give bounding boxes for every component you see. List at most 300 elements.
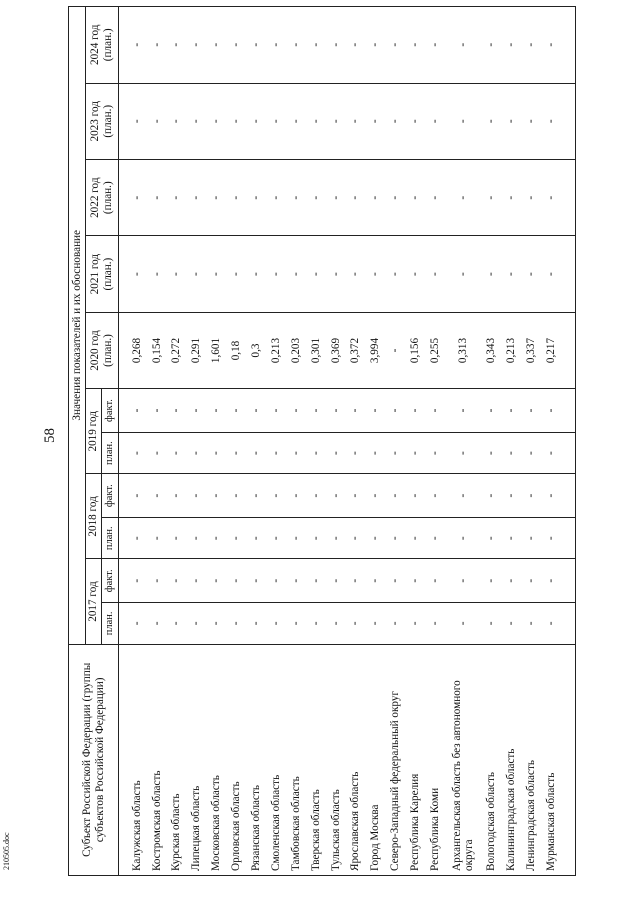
cell-2019-plan: - bbox=[266, 432, 286, 473]
end-cell bbox=[561, 559, 576, 603]
rotated-table-container bbox=[68, 6, 576, 876]
header-year-2018: 2018 год bbox=[86, 474, 102, 559]
row-subject-name: Северо-Западный федеральный округ bbox=[386, 644, 406, 875]
table-row bbox=[521, 7, 541, 876]
row-subject-name: Московская область bbox=[207, 644, 227, 875]
cell-2020-plan: 1,601 bbox=[207, 312, 227, 388]
cell-2019-fact: - bbox=[521, 389, 541, 433]
cell-2018-fact: - bbox=[405, 474, 425, 518]
cell-2023-plan: - bbox=[167, 83, 187, 159]
cell-2018-fact: - bbox=[326, 474, 346, 518]
cell-2018-fact: - bbox=[187, 474, 207, 518]
cell-2019-fact: - bbox=[167, 389, 187, 433]
cell-2023-plan: - bbox=[366, 83, 386, 159]
cell-2019-fact: - bbox=[481, 389, 501, 433]
cell-2018-fact: - bbox=[425, 474, 445, 518]
row-subject-name: Тульская область bbox=[326, 644, 346, 875]
cell-2017-plan: - bbox=[187, 603, 207, 644]
cell-2017-fact: - bbox=[187, 559, 207, 603]
cell-2024-plan: - bbox=[266, 7, 286, 84]
cell-2020-plan: 0,343 bbox=[481, 312, 501, 388]
row-subject-name: Калининградская область bbox=[501, 644, 521, 875]
cell-2024-plan: - bbox=[246, 7, 266, 84]
row-subject-name: Архангельская область без автономного округа bbox=[445, 644, 481, 875]
header-year-2024: 2024 год (план.) bbox=[86, 7, 119, 84]
cell-2022-plan: - bbox=[226, 159, 246, 235]
row-subject-name: Ярославская область bbox=[346, 644, 366, 875]
cell-2020-plan: 0,313 bbox=[445, 312, 481, 388]
end-cell bbox=[561, 83, 576, 159]
spacer-cell bbox=[119, 559, 128, 603]
cell-2019-fact: - bbox=[266, 389, 286, 433]
cell-2020-plan: 0,255 bbox=[425, 312, 445, 388]
cell-2022-plan: - bbox=[306, 159, 326, 235]
cell-2020-plan: 0,18 bbox=[226, 312, 246, 388]
cell-2022-plan: - bbox=[386, 159, 406, 235]
cell-2022-plan: - bbox=[521, 159, 541, 235]
cell-2022-plan: - bbox=[127, 159, 147, 235]
spacer-cell bbox=[119, 389, 128, 433]
header-2019-plan: план. bbox=[102, 432, 119, 473]
cell-2017-plan: - bbox=[501, 603, 521, 644]
cell-2018-fact: - bbox=[541, 474, 561, 518]
table-row bbox=[346, 7, 366, 876]
cell-2019-plan: - bbox=[346, 432, 366, 473]
table-end-row bbox=[561, 7, 576, 876]
indicator-table bbox=[68, 6, 576, 876]
cell-2019-fact: - bbox=[326, 389, 346, 433]
cell-2024-plan: - bbox=[425, 7, 445, 84]
header-year-2022: 2022 год (план.) bbox=[86, 159, 119, 235]
table-row bbox=[127, 7, 147, 876]
row-subject-name: Ленинградская область bbox=[521, 644, 541, 875]
cell-2019-fact: - bbox=[187, 389, 207, 433]
cell-2020-plan: 3,994 bbox=[366, 312, 386, 388]
cell-2018-fact: - bbox=[167, 474, 187, 518]
table-spacer-row bbox=[119, 7, 128, 876]
cell-2021-plan: - bbox=[501, 236, 521, 312]
cell-2021-plan: - bbox=[306, 236, 326, 312]
header-values: Значения показателей и их обоснование bbox=[69, 7, 86, 645]
cell-2021-plan: - bbox=[266, 236, 286, 312]
end-cell bbox=[561, 644, 576, 875]
cell-2017-fact: - bbox=[286, 559, 306, 603]
cell-2018-fact: - bbox=[521, 474, 541, 518]
cell-2018-fact: - bbox=[386, 474, 406, 518]
table-row bbox=[326, 7, 346, 876]
table-row bbox=[386, 7, 406, 876]
cell-2024-plan: - bbox=[481, 7, 501, 84]
cell-2019-plan: - bbox=[521, 432, 541, 473]
cell-2019-fact: - bbox=[541, 389, 561, 433]
cell-2020-plan: 0,3 bbox=[246, 312, 266, 388]
table-row bbox=[306, 7, 326, 876]
cell-2021-plan: - bbox=[207, 236, 227, 312]
header-2017-plan: план. bbox=[102, 603, 119, 644]
cell-2018-plan: - bbox=[226, 517, 246, 558]
cell-2017-plan: - bbox=[246, 603, 266, 644]
cell-2018-plan: - bbox=[346, 517, 366, 558]
table-row bbox=[286, 7, 306, 876]
cell-2020-plan: 0,268 bbox=[127, 312, 147, 388]
cell-2021-plan: - bbox=[167, 236, 187, 312]
cell-2023-plan: - bbox=[445, 83, 481, 159]
cell-2018-plan: - bbox=[501, 517, 521, 558]
table-row bbox=[405, 7, 425, 876]
cell-2024-plan: - bbox=[346, 7, 366, 84]
cell-2024-plan: - bbox=[326, 7, 346, 84]
header-2017-fact: факт. bbox=[102, 559, 119, 603]
end-cell bbox=[561, 312, 576, 388]
cell-2018-plan: - bbox=[405, 517, 425, 558]
cell-2021-plan: - bbox=[405, 236, 425, 312]
header-year-2017: 2017 год bbox=[86, 559, 102, 644]
cell-2021-plan: - bbox=[445, 236, 481, 312]
cell-2019-plan: - bbox=[501, 432, 521, 473]
cell-2019-plan: - bbox=[306, 432, 326, 473]
cell-2018-fact: - bbox=[306, 474, 326, 518]
cell-2023-plan: - bbox=[207, 83, 227, 159]
spacer-cell bbox=[119, 474, 128, 518]
cell-2021-plan: - bbox=[147, 236, 167, 312]
cell-2023-plan: - bbox=[405, 83, 425, 159]
cell-2019-fact: - bbox=[501, 389, 521, 433]
table-row bbox=[481, 7, 501, 876]
cell-2018-plan: - bbox=[425, 517, 445, 558]
cell-2023-plan: - bbox=[521, 83, 541, 159]
cell-2023-plan: - bbox=[481, 83, 501, 159]
cell-2019-plan: - bbox=[127, 432, 147, 473]
cell-2017-plan: - bbox=[207, 603, 227, 644]
cell-2020-plan: 0,154 bbox=[147, 312, 167, 388]
row-subject-name: Тверская область bbox=[306, 644, 326, 875]
cell-2021-plan: - bbox=[481, 236, 501, 312]
cell-2019-plan: - bbox=[187, 432, 207, 473]
footer-filename: 210505.doc bbox=[2, 832, 11, 870]
cell-2022-plan: - bbox=[286, 159, 306, 235]
cell-2020-plan: 0,213 bbox=[501, 312, 521, 388]
table-row bbox=[366, 7, 386, 876]
cell-2018-fact: - bbox=[445, 474, 481, 518]
cell-2019-plan: - bbox=[226, 432, 246, 473]
cell-2017-fact: - bbox=[481, 559, 501, 603]
cell-2017-plan: - bbox=[405, 603, 425, 644]
cell-2018-fact: - bbox=[226, 474, 246, 518]
cell-2017-plan: - bbox=[167, 603, 187, 644]
table-row bbox=[167, 7, 187, 876]
cell-2018-fact: - bbox=[266, 474, 286, 518]
end-cell bbox=[561, 603, 576, 644]
cell-2017-fact: - bbox=[425, 559, 445, 603]
table-row bbox=[187, 7, 207, 876]
cell-2020-plan: 0,369 bbox=[326, 312, 346, 388]
header-2018-plan: план. bbox=[102, 517, 119, 558]
end-cell bbox=[561, 159, 576, 235]
cell-2018-plan: - bbox=[207, 517, 227, 558]
cell-2023-plan: - bbox=[127, 83, 147, 159]
row-subject-name: Орловская область bbox=[226, 644, 246, 875]
cell-2019-plan: - bbox=[286, 432, 306, 473]
cell-2018-plan: - bbox=[306, 517, 326, 558]
cell-2024-plan: - bbox=[541, 7, 561, 84]
cell-2022-plan: - bbox=[481, 159, 501, 235]
cell-2023-plan: - bbox=[147, 83, 167, 159]
cell-2021-plan: - bbox=[541, 236, 561, 312]
header-year-2023: 2023 год (план.) bbox=[86, 83, 119, 159]
cell-2019-plan: - bbox=[481, 432, 501, 473]
cell-2022-plan: - bbox=[147, 159, 167, 235]
cell-2017-plan: - bbox=[386, 603, 406, 644]
cell-2017-plan: - bbox=[286, 603, 306, 644]
cell-2017-fact: - bbox=[445, 559, 481, 603]
cell-2019-plan: - bbox=[207, 432, 227, 473]
cell-2023-plan: - bbox=[346, 83, 366, 159]
cell-2018-fact: - bbox=[127, 474, 147, 518]
cell-2024-plan: - bbox=[147, 7, 167, 84]
cell-2020-plan: 0,372 bbox=[346, 312, 366, 388]
cell-2019-fact: - bbox=[386, 389, 406, 433]
cell-2018-plan: - bbox=[286, 517, 306, 558]
cell-2017-fact: - bbox=[306, 559, 326, 603]
cell-2019-fact: - bbox=[147, 389, 167, 433]
table-row bbox=[246, 7, 266, 876]
cell-2023-plan: - bbox=[541, 83, 561, 159]
cell-2017-plan: - bbox=[127, 603, 147, 644]
end-cell bbox=[561, 474, 576, 518]
cell-2018-fact: - bbox=[346, 474, 366, 518]
row-subject-name: Республика Коми bbox=[425, 644, 445, 875]
cell-2017-plan: - bbox=[521, 603, 541, 644]
cell-2019-fact: - bbox=[366, 389, 386, 433]
cell-2017-plan: - bbox=[541, 603, 561, 644]
cell-2024-plan: - bbox=[386, 7, 406, 84]
cell-2019-fact: - bbox=[405, 389, 425, 433]
cell-2019-fact: - bbox=[127, 389, 147, 433]
cell-2019-fact: - bbox=[445, 389, 481, 433]
cell-2017-fact: - bbox=[405, 559, 425, 603]
cell-2023-plan: - bbox=[286, 83, 306, 159]
cell-2019-fact: - bbox=[246, 389, 266, 433]
header-2019-fact: факт. bbox=[102, 389, 119, 433]
cell-2018-fact: - bbox=[481, 474, 501, 518]
header-2018-fact: факт. bbox=[102, 474, 119, 518]
cell-2024-plan: - bbox=[226, 7, 246, 84]
table-row bbox=[445, 7, 481, 876]
cell-2024-plan: - bbox=[286, 7, 306, 84]
cell-2020-plan: 0,337 bbox=[521, 312, 541, 388]
cell-2024-plan: - bbox=[521, 7, 541, 84]
cell-2022-plan: - bbox=[187, 159, 207, 235]
cell-2017-fact: - bbox=[326, 559, 346, 603]
header-year-2019: 2019 год bbox=[86, 389, 102, 474]
cell-2024-plan: - bbox=[207, 7, 227, 84]
cell-2017-plan: - bbox=[306, 603, 326, 644]
cell-2017-fact: - bbox=[366, 559, 386, 603]
cell-2018-fact: - bbox=[286, 474, 306, 518]
table-row bbox=[207, 7, 227, 876]
cell-2019-plan: - bbox=[405, 432, 425, 473]
cell-2019-plan: - bbox=[386, 432, 406, 473]
cell-2018-plan: - bbox=[246, 517, 266, 558]
cell-2023-plan: - bbox=[226, 83, 246, 159]
table-body bbox=[119, 7, 576, 876]
end-cell bbox=[561, 432, 576, 473]
cell-2023-plan: - bbox=[246, 83, 266, 159]
cell-2017-fact: - bbox=[521, 559, 541, 603]
cell-2021-plan: - bbox=[127, 236, 147, 312]
cell-2022-plan: - bbox=[346, 159, 366, 235]
table-row bbox=[147, 7, 167, 876]
cell-2021-plan: - bbox=[226, 236, 246, 312]
cell-2017-plan: - bbox=[326, 603, 346, 644]
cell-2022-plan: - bbox=[541, 159, 561, 235]
cell-2018-plan: - bbox=[541, 517, 561, 558]
cell-2017-fact: - bbox=[501, 559, 521, 603]
cell-2017-fact: - bbox=[386, 559, 406, 603]
cell-2017-fact: - bbox=[147, 559, 167, 603]
cell-2019-fact: - bbox=[346, 389, 366, 433]
table-row bbox=[266, 7, 286, 876]
cell-2022-plan: - bbox=[366, 159, 386, 235]
cell-2019-plan: - bbox=[167, 432, 187, 473]
cell-2018-plan: - bbox=[187, 517, 207, 558]
cell-2017-plan: - bbox=[481, 603, 501, 644]
cell-2018-plan: - bbox=[147, 517, 167, 558]
cell-2017-plan: - bbox=[425, 603, 445, 644]
cell-2018-fact: - bbox=[147, 474, 167, 518]
spacer-cell bbox=[119, 159, 128, 235]
cell-2018-fact: - bbox=[366, 474, 386, 518]
table-row bbox=[226, 7, 246, 876]
cell-2020-plan: 0,301 bbox=[306, 312, 326, 388]
cell-2020-plan: 0,213 bbox=[266, 312, 286, 388]
cell-2023-plan: - bbox=[501, 83, 521, 159]
spacer-cell bbox=[119, 83, 128, 159]
cell-2017-fact: - bbox=[226, 559, 246, 603]
cell-2024-plan: - bbox=[306, 7, 326, 84]
cell-2017-plan: - bbox=[346, 603, 366, 644]
col-header-subject: Субъект Российской Федерации (группы субъектов Российской Федерации) bbox=[69, 644, 119, 875]
cell-2019-plan: - bbox=[445, 432, 481, 473]
cell-2020-plan: 0,156 bbox=[405, 312, 425, 388]
cell-2019-fact: - bbox=[425, 389, 445, 433]
cell-2019-fact: - bbox=[306, 389, 326, 433]
cell-2024-plan: - bbox=[366, 7, 386, 84]
cell-2022-plan: - bbox=[405, 159, 425, 235]
page-number: 58 bbox=[42, 428, 58, 443]
cell-2017-fact: - bbox=[127, 559, 147, 603]
cell-2019-fact: - bbox=[207, 389, 227, 433]
row-subject-name: Калужская область bbox=[127, 644, 147, 875]
cell-2021-plan: - bbox=[326, 236, 346, 312]
cell-2023-plan: - bbox=[306, 83, 326, 159]
header-year-2020: 2020 год (план.) bbox=[86, 312, 119, 388]
table-row bbox=[501, 7, 521, 876]
cell-2020-plan: 0,217 bbox=[541, 312, 561, 388]
cell-2018-fact: - bbox=[246, 474, 266, 518]
cell-2022-plan: - bbox=[246, 159, 266, 235]
cell-2017-fact: - bbox=[207, 559, 227, 603]
end-cell bbox=[561, 7, 576, 84]
spacer-cell bbox=[119, 236, 128, 312]
table-row bbox=[425, 7, 445, 876]
cell-2018-plan: - bbox=[366, 517, 386, 558]
cell-2022-plan: - bbox=[266, 159, 286, 235]
cell-2021-plan: - bbox=[386, 236, 406, 312]
cell-2018-plan: - bbox=[326, 517, 346, 558]
cell-2018-plan: - bbox=[386, 517, 406, 558]
cell-2021-plan: - bbox=[425, 236, 445, 312]
cell-2017-fact: - bbox=[346, 559, 366, 603]
cell-2023-plan: - bbox=[425, 83, 445, 159]
cell-2018-plan: - bbox=[445, 517, 481, 558]
spacer-cell bbox=[119, 603, 128, 644]
cell-2019-plan: - bbox=[246, 432, 266, 473]
cell-2017-fact: - bbox=[167, 559, 187, 603]
cell-2018-fact: - bbox=[207, 474, 227, 518]
cell-2022-plan: - bbox=[445, 159, 481, 235]
cell-2019-fact: - bbox=[226, 389, 246, 433]
cell-2021-plan: - bbox=[521, 236, 541, 312]
cell-2019-plan: - bbox=[541, 432, 561, 473]
cell-2021-plan: - bbox=[187, 236, 207, 312]
cell-2023-plan: - bbox=[187, 83, 207, 159]
cell-2017-fact: - bbox=[266, 559, 286, 603]
cell-2017-plan: - bbox=[366, 603, 386, 644]
cell-2024-plan: - bbox=[127, 7, 147, 84]
cell-2018-plan: - bbox=[266, 517, 286, 558]
row-subject-name: Вологодская область bbox=[481, 644, 501, 875]
cell-2017-plan: - bbox=[266, 603, 286, 644]
row-subject-name: Костромская область bbox=[147, 644, 167, 875]
cell-2024-plan: - bbox=[501, 7, 521, 84]
spacer-cell bbox=[119, 7, 128, 84]
cell-2017-plan: - bbox=[226, 603, 246, 644]
header-year-2021: 2021 год (план.) bbox=[86, 236, 119, 312]
cell-2024-plan: - bbox=[445, 7, 481, 84]
row-subject-name: Липецкая область bbox=[187, 644, 207, 875]
cell-2021-plan: - bbox=[286, 236, 306, 312]
cell-2019-plan: - bbox=[366, 432, 386, 473]
cell-2021-plan: - bbox=[246, 236, 266, 312]
spacer-cell bbox=[119, 644, 128, 875]
cell-2018-plan: - bbox=[521, 517, 541, 558]
table-row bbox=[541, 7, 561, 876]
row-subject-name: Рязанская область bbox=[246, 644, 266, 875]
cell-2018-plan: - bbox=[167, 517, 187, 558]
cell-2020-plan: 0,291 bbox=[187, 312, 207, 388]
cell-2018-plan: - bbox=[481, 517, 501, 558]
row-subject-name: Республика Карелия bbox=[405, 644, 425, 875]
cell-2020-plan: - bbox=[386, 312, 406, 388]
cell-2020-plan: 0,272 bbox=[167, 312, 187, 388]
cell-2022-plan: - bbox=[425, 159, 445, 235]
cell-2022-plan: - bbox=[326, 159, 346, 235]
cell-2022-plan: - bbox=[207, 159, 227, 235]
cell-2024-plan: - bbox=[405, 7, 425, 84]
cell-2022-plan: - bbox=[167, 159, 187, 235]
row-subject-name: Мурманская область bbox=[541, 644, 561, 875]
cell-2023-plan: - bbox=[386, 83, 406, 159]
cell-2018-fact: - bbox=[501, 474, 521, 518]
cell-2017-plan: - bbox=[147, 603, 167, 644]
row-subject-name: Тамбовская область bbox=[286, 644, 306, 875]
cell-2019-plan: - bbox=[326, 432, 346, 473]
end-cell bbox=[561, 236, 576, 312]
cell-2019-plan: - bbox=[425, 432, 445, 473]
cell-2021-plan: - bbox=[346, 236, 366, 312]
cell-2017-fact: - bbox=[541, 559, 561, 603]
